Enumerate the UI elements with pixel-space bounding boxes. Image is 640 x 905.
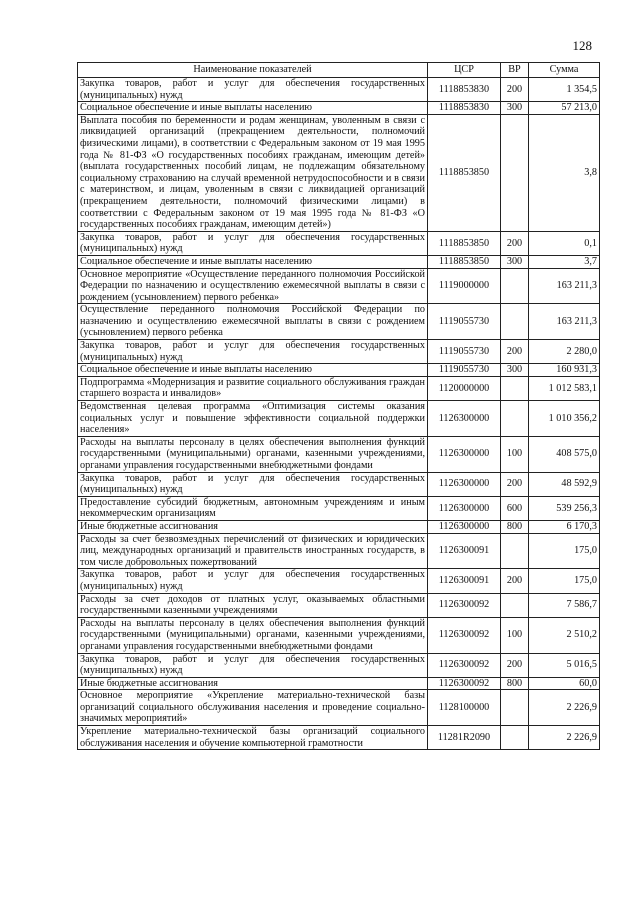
cell-csr: 1118853850 [428,231,501,255]
cell-vr [501,376,529,400]
cell-name: Закупка товаров, работ и услуг для обеспечения государственных (муниципальных) нужд [78,340,428,364]
table-row [78,268,600,304]
cell-csr: 1126300091 [428,569,501,593]
cell-vr: 300 [501,364,529,377]
cell-csr: 1118853850 [428,255,501,268]
page-number: 128 [572,38,592,53]
table-row [78,569,600,593]
cell-sum: 2 226,9 [529,726,600,750]
cell-name: Основное мероприятие «Осуществление переданного полномочия Российской Федерации по назначению и осуществлению ежемесячной выплаты в связи с рождением (усыновлением) первого ребенка» [78,268,428,304]
cell-vr: 100 [501,617,529,653]
cell-sum: 1 012 583,1 [529,376,600,400]
cell-sum: 2 280,0 [529,340,600,364]
table-row [78,304,600,340]
table-row [78,78,600,102]
cell-vr: 800 [501,520,529,533]
cell-vr: 800 [501,677,529,690]
cell-csr: 1120000000 [428,376,501,400]
cell-csr: 1126300092 [428,617,501,653]
cell-vr: 200 [501,569,529,593]
cell-csr: 1126300000 [428,401,501,437]
cell-vr [501,726,529,750]
cell-vr [501,593,529,617]
budget-table [77,62,600,750]
cell-sum: 1 010 356,2 [529,401,600,437]
cell-sum: 60,0 [529,677,600,690]
cell-vr: 300 [501,255,529,268]
cell-vr [501,690,529,726]
cell-csr: 1119055730 [428,364,501,377]
cell-sum: 3,8 [529,114,600,231]
cell-csr: 1126300000 [428,436,501,472]
cell-name: Расходы на выплаты персоналу в целях обеспечения выполнения функций государственными (муниципальными) органами, казенными учреждениями, органами управления государственными внебюджетными фондами [78,617,428,653]
cell-name: Расходы за счет доходов от платных услуг, оказываемых областными государственными казенными учреждениями [78,593,428,617]
table-row [78,726,600,750]
table-header-row [78,63,600,78]
cell-name: Расходы за счет безвозмездных перечислений от физических и юридических лиц, международных организаций и правительств иностранных государств, в том числе добровольных пожертвований [78,533,428,569]
table-row [78,401,600,437]
column-header-sum: Сумма [529,63,600,78]
cell-name: Осуществление переданного полномочия Российской Федерации по назначению и осуществлению ежемесячной выплаты в связи с рождением (усыновлением) первого ребенка [78,304,428,340]
cell-sum: 1 354,5 [529,78,600,102]
cell-vr: 200 [501,340,529,364]
cell-csr: 1126300092 [428,677,501,690]
cell-name: Предоставление субсидий бюджетным, автономным учреждениям и иным некоммерческим организациям [78,496,428,520]
cell-name: Расходы на выплаты персоналу в целях обеспечения выполнения функций государственными (муниципальными) органами, казенными учреждениями, органами управления государственными внебюджетными фондами [78,436,428,472]
table-row [78,255,600,268]
table-row [78,231,600,255]
cell-csr: 1118853850 [428,114,501,231]
cell-vr [501,304,529,340]
cell-name: Выплата пособия по беременности и родам женщинам, уволенным в связи с ликвидацией организаций (прекращением деятельности, полномочий физическими лицами), в соответствии с Федеральным законом от 19 мая 1995 года № 81-ФЗ «О государственных пособиях гражданам, имеющим детей» (выплата государственных пособий лицам, не подлежащим обязательному социальному страхованию на случай временной нетрудоспособности и в связи с материнством, и лицам, уволенным в связи с ликвидацией организаций (прекращением деятельности, полномочий физическими лицами) в соответствии с Федеральным законом от 19 мая 1995 года № 81-ФЗ «О государственных пособиях гражданам, имеющим детей») [78,114,428,231]
cell-name: Иные бюджетные ассигнования [78,520,428,533]
column-header-name: Наименование показателей [78,63,428,78]
cell-name: Укрепление материально-технической базы организаций социального обслуживания населения и обучение компьютерной грамотности [78,726,428,750]
cell-vr: 200 [501,653,529,677]
table-row [78,593,600,617]
cell-csr: 11281R2090 [428,726,501,750]
cell-sum: 5 016,5 [529,653,600,677]
cell-vr: 600 [501,496,529,520]
cell-name: Подпрограмма «Модернизация и развитие социального обслуживания граждан старшего возраста и инвалидов» [78,376,428,400]
table-row [78,533,600,569]
cell-vr [501,401,529,437]
cell-sum: 6 170,3 [529,520,600,533]
cell-vr: 200 [501,78,529,102]
cell-name: Социальное обеспечение и иные выплаты населению [78,255,428,268]
cell-csr: 1118853830 [428,78,501,102]
cell-csr: 1119000000 [428,268,501,304]
cell-sum: 7 586,7 [529,593,600,617]
cell-name: Социальное обеспечение и иные выплаты населению [78,102,428,115]
table-row [78,520,600,533]
cell-csr: 1119055730 [428,340,501,364]
cell-sum: 2 226,9 [529,690,600,726]
cell-csr: 1118853830 [428,102,501,115]
cell-name: Иные бюджетные ассигнования [78,677,428,690]
cell-sum: 2 510,2 [529,617,600,653]
table-body [78,78,600,750]
column-header-vr: ВР [501,63,529,78]
table-row [78,114,600,231]
cell-name: Закупка товаров, работ и услуг для обеспечения государственных (муниципальных) нужд [78,653,428,677]
table-row [78,376,600,400]
table-row [78,102,600,115]
cell-sum: 160 931,3 [529,364,600,377]
table-row [78,472,600,496]
cell-csr: 1126300092 [428,593,501,617]
cell-name: Закупка товаров, работ и услуг для обеспечения государственных (муниципальных) нужд [78,472,428,496]
cell-csr: 1119055730 [428,304,501,340]
cell-name: Основное мероприятие «Укрепление материально-технической базы организаций социального обслуживания населения и проведение социально-значимых мероприятий» [78,690,428,726]
cell-name: Закупка товаров, работ и услуг для обеспечения государственных (муниципальных) нужд [78,78,428,102]
cell-csr: 1126300000 [428,496,501,520]
cell-sum: 163 211,3 [529,268,600,304]
cell-csr: 1126300000 [428,520,501,533]
cell-sum: 3,7 [529,255,600,268]
cell-csr: 1126300091 [428,533,501,569]
cell-name: Ведомственная целевая программа «Оптимизация системы оказания социальных услуг и повышение эффективности социальной поддержки населения» [78,401,428,437]
cell-vr: 300 [501,102,529,115]
table-row [78,690,600,726]
cell-sum: 175,0 [529,533,600,569]
cell-csr: 1126300000 [428,472,501,496]
cell-vr: 100 [501,436,529,472]
cell-vr [501,268,529,304]
table-row [78,617,600,653]
table-row [78,436,600,472]
table-row [78,364,600,377]
cell-csr: 1126300092 [428,653,501,677]
cell-sum: 163 211,3 [529,304,600,340]
cell-vr [501,533,529,569]
cell-sum: 175,0 [529,569,600,593]
table-row [78,340,600,364]
cell-csr: 1128100000 [428,690,501,726]
cell-vr: 200 [501,231,529,255]
column-header-csr: ЦСР [428,63,501,78]
cell-sum: 48 592,9 [529,472,600,496]
table-row [78,496,600,520]
cell-vr [501,114,529,231]
table-row [78,677,600,690]
cell-vr: 200 [501,472,529,496]
cell-sum: 408 575,0 [529,436,600,472]
cell-name: Социальное обеспечение и иные выплаты населению [78,364,428,377]
cell-sum: 539 256,3 [529,496,600,520]
cell-sum: 57 213,0 [529,102,600,115]
cell-name: Закупка товаров, работ и услуг для обеспечения государственных (муниципальных) нужд [78,231,428,255]
table-row [78,653,600,677]
cell-name: Закупка товаров, работ и услуг для обеспечения государственных (муниципальных) нужд [78,569,428,593]
cell-sum: 0,1 [529,231,600,255]
